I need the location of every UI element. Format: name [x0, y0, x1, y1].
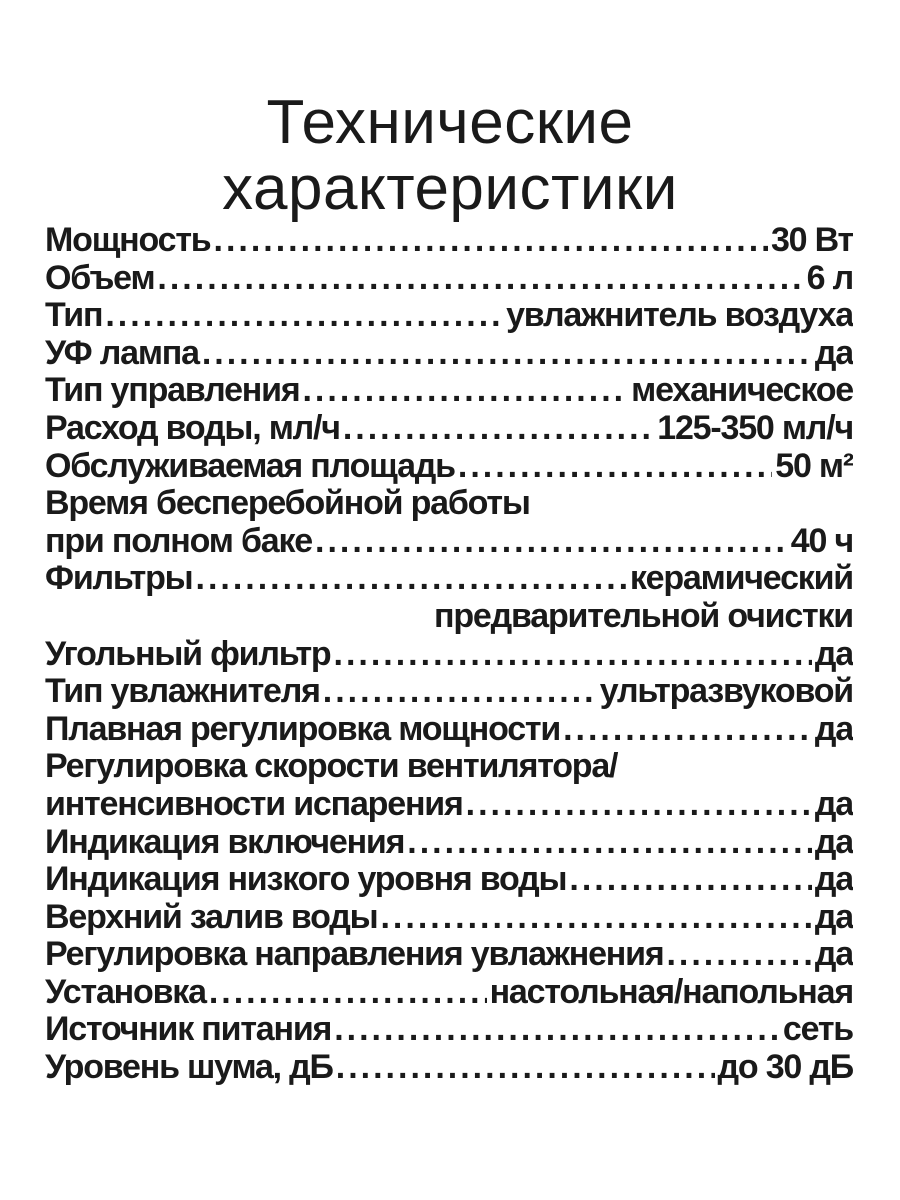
- spec-value: сеть: [782, 1011, 853, 1049]
- spec-row: [45, 222, 853, 260]
- dot-leader: [466, 786, 812, 824]
- spec-label: Уровень шума, дБ: [45, 1049, 333, 1087]
- spec-value: 30 Вт: [770, 222, 853, 259]
- spec-row: [45, 936, 853, 974]
- spec-value: 50 м²: [775, 447, 853, 485]
- dot-leader: [563, 711, 812, 749]
- spec-label: Регулировка скорости вентилятора/: [45, 748, 618, 786]
- dot-leader: [302, 372, 628, 410]
- spec-value: да: [814, 635, 853, 673]
- spec-label: Источник питания: [45, 1011, 332, 1049]
- spec-label: Тип: [45, 297, 103, 335]
- spec-label: Обслуживаемая площадь: [45, 447, 455, 485]
- spec-label: Верхний залив воды: [45, 898, 378, 936]
- spec-value: да: [814, 898, 853, 936]
- spec-label: интенсивности испарения: [45, 785, 463, 823]
- spec-value: 6 л: [806, 259, 853, 297]
- spec-row: [45, 899, 853, 937]
- spec-row: [45, 410, 853, 448]
- spec-value: керамический: [629, 560, 853, 598]
- dot-leader: [196, 560, 627, 598]
- dot-leader: [157, 260, 803, 298]
- dot-leader: [569, 861, 812, 899]
- spec-value: предварительной очистки: [434, 597, 853, 635]
- dot-leader: [343, 410, 654, 448]
- spec-label: УФ лампа: [45, 334, 199, 372]
- spec-row: [45, 372, 853, 410]
- spec-label: Объем: [45, 259, 155, 297]
- spec-label: при полном баке: [45, 522, 312, 560]
- spec-value: да: [814, 861, 853, 899]
- title-line-2: характеристики: [222, 153, 678, 223]
- spec-label: Плавная регулировка мощности: [45, 710, 561, 748]
- spec-row: [45, 824, 853, 862]
- spec-value: механическое: [631, 372, 853, 410]
- spec-row: [45, 748, 853, 786]
- spec-row: [45, 1049, 853, 1087]
- spec-value: да: [814, 710, 853, 748]
- dot-leader: [334, 1011, 780, 1049]
- spec-value: до 30 дБ: [717, 1049, 853, 1087]
- spec-row: [45, 786, 853, 824]
- dot-leader: [202, 335, 812, 373]
- spec-label: Мощность: [45, 222, 211, 259]
- spec-label: Расход воды, мл/ч: [45, 409, 340, 447]
- spec-value: да: [814, 785, 853, 823]
- spec-row: [45, 335, 853, 373]
- spec-value: да: [814, 936, 853, 974]
- spec-row: [45, 711, 853, 749]
- dot-leader: [214, 222, 768, 260]
- dot-leader: [315, 523, 788, 561]
- spec-row: [45, 636, 853, 674]
- dot-leader: [336, 1049, 715, 1087]
- spec-label: Угольный фильтр: [45, 635, 331, 673]
- spec-row: [45, 560, 853, 598]
- spec-value: да: [814, 334, 853, 372]
- spec-row: [45, 861, 853, 899]
- spec-row: [45, 673, 853, 711]
- spec-label: Тип увлажнителя: [45, 673, 320, 711]
- spec-row: [45, 448, 853, 486]
- spec-row: [45, 974, 853, 1012]
- dot-leader: [209, 974, 487, 1012]
- dot-leader: [334, 636, 812, 674]
- page-title: [0, 87, 900, 223]
- title-line-1: Технические: [266, 87, 634, 157]
- spec-label: Регулировка направления увлажнения: [45, 936, 664, 974]
- spec-value: 40 ч: [790, 522, 853, 560]
- dot-leader: [458, 448, 772, 486]
- spec-label: Индикация низкого уровня воды: [45, 861, 567, 899]
- spec-list: [45, 222, 853, 1087]
- spec-row: [45, 523, 853, 561]
- spec-label: Установка: [45, 973, 206, 1011]
- spec-row: [45, 598, 853, 636]
- spec-label: Время бесперебойной работы: [45, 485, 530, 523]
- spec-label: Тип управления: [45, 372, 300, 410]
- dot-leader: [666, 936, 811, 974]
- spec-value: да: [814, 823, 853, 861]
- spec-label: Индикация включения: [45, 823, 405, 861]
- dot-leader: [380, 899, 811, 937]
- dot-leader: [323, 673, 597, 711]
- dot-leader: [105, 297, 503, 335]
- spec-row: [45, 260, 853, 298]
- spec-value: увлажнитель воздуха: [506, 297, 853, 335]
- spec-row: [45, 1011, 853, 1049]
- spec-label: Фильтры: [45, 560, 193, 598]
- spec-value: 125-350 мл/ч: [657, 409, 853, 447]
- spec-row: [45, 297, 853, 335]
- dot-leader: [407, 824, 812, 862]
- spec-row: [45, 485, 853, 523]
- spec-value: настольная/напольная: [489, 973, 853, 1011]
- spec-value: ультразвуковой: [599, 673, 853, 711]
